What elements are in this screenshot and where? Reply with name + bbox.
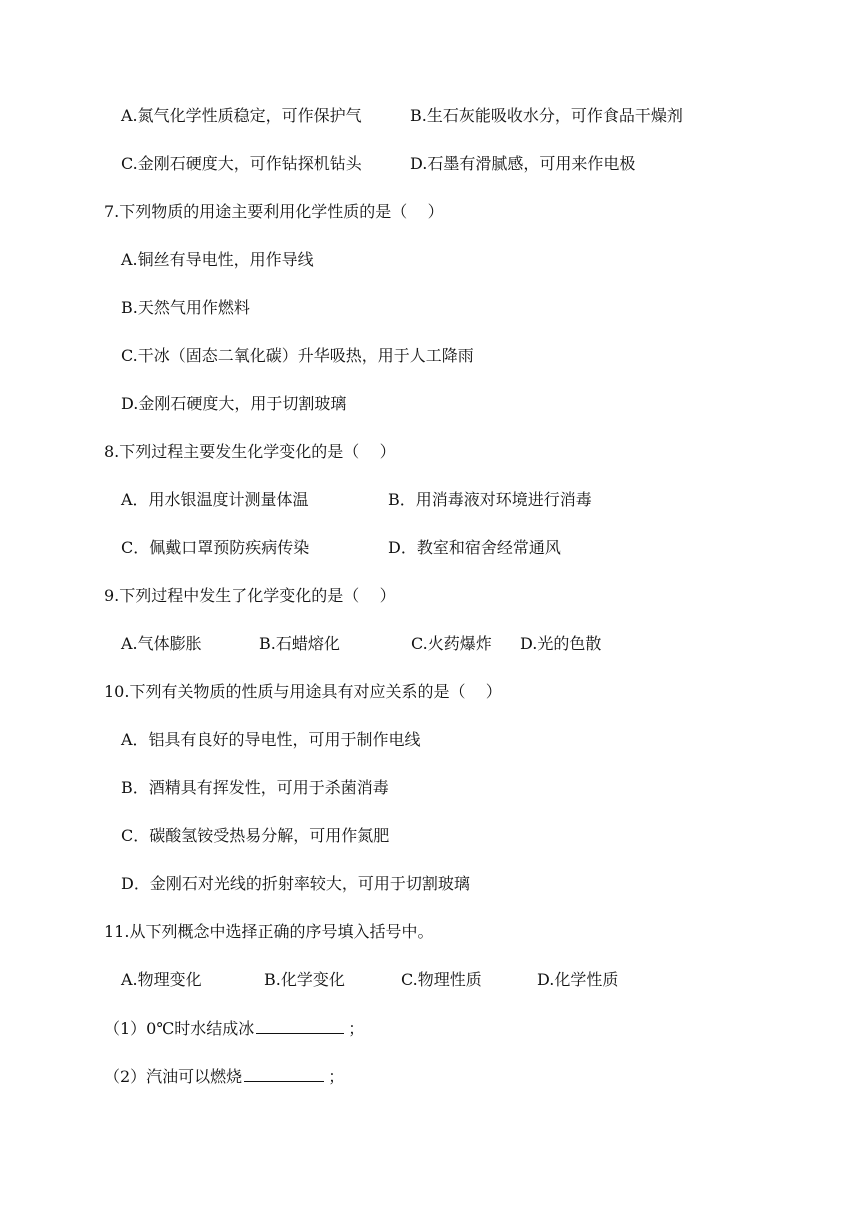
q9-option-d: D.光的色散 [520,634,602,653]
q8-stem: 8.下列过程主要发生化学变化的是（ ） [104,442,396,461]
q7-option-a: A.铜丝有导电性，用作导线 [121,250,314,269]
answer-blank-2[interactable] [244,1065,324,1082]
q9-option-a: A.气体膨胀 [121,634,202,653]
q6-option-b: B.生石灰能吸收水分，可作食品干燥剂 [410,106,683,125]
q11-item-1-end: ； [348,1019,365,1038]
q11-item-2 [104,1065,344,1088]
q9-option-b: B.石蜡熔化 [259,634,340,653]
q7-option-d: D.金刚石硬度大，用于切割玻璃 [121,394,347,413]
q11-item-2-end: ； [328,1067,345,1086]
q11-item-1 [104,1017,364,1040]
q7-option-c: C.干冰（固态二氧化碳）升华吸热，用于人工降雨 [121,346,474,365]
q6-option-d: D.石墨有滑腻感，可用来作电极 [410,154,636,173]
q10-option-b: B．酒精具有挥发性，可用于杀菌消毒 [121,778,389,797]
q11-option-c: C.物理性质 [401,970,482,989]
q8-option-b: B．用消毒液对环境进行消毒 [388,490,592,509]
q6-option-c: C.金刚石硬度大，可作钻探机钻头 [121,154,362,173]
q11-option-d: D.化学性质 [537,970,619,989]
q10-option-a: A．铝具有良好的导电性，可用于制作电线 [121,730,421,749]
answer-blank-1[interactable] [256,1017,344,1034]
q8-option-d: D．教室和宿舍经常通风 [388,538,561,557]
q10-option-c: C．碳酸氢铵受热易分解，可用作氮肥 [121,826,390,845]
q7-option-b: B.天然气用作燃料 [121,298,250,317]
q11-option-b: B.化学变化 [264,970,345,989]
q10-option-d: D．金刚石对光线的折射率较大，可用于切割玻璃 [121,874,470,893]
q10-stem: 10.下列有关物质的性质与用途具有对应关系的是（ ） [104,682,502,701]
q11-option-a: A.物理变化 [121,970,202,989]
q8-option-a: A．用水银温度计测量体温 [121,490,309,509]
q8-option-c: C．佩戴口罩预防疾病传染 [121,538,310,557]
q11-stem: 11.从下列概念中选择正确的序号填入括号中。 [104,922,434,941]
q11-item-2-text: （2）汽油可以燃烧 [104,1067,243,1086]
q9-option-c: C.火药爆炸 [411,634,492,653]
q6-option-a: A.氮气化学性质稳定，可作保护气 [121,106,362,125]
q11-item-1-text: （1）0℃时水结成冰 [104,1019,255,1038]
q7-stem: 7.下列物质的用途主要利用化学性质的是（ ） [104,202,444,221]
q9-stem: 9.下列过程中发生了化学变化的是（ ） [104,586,396,605]
